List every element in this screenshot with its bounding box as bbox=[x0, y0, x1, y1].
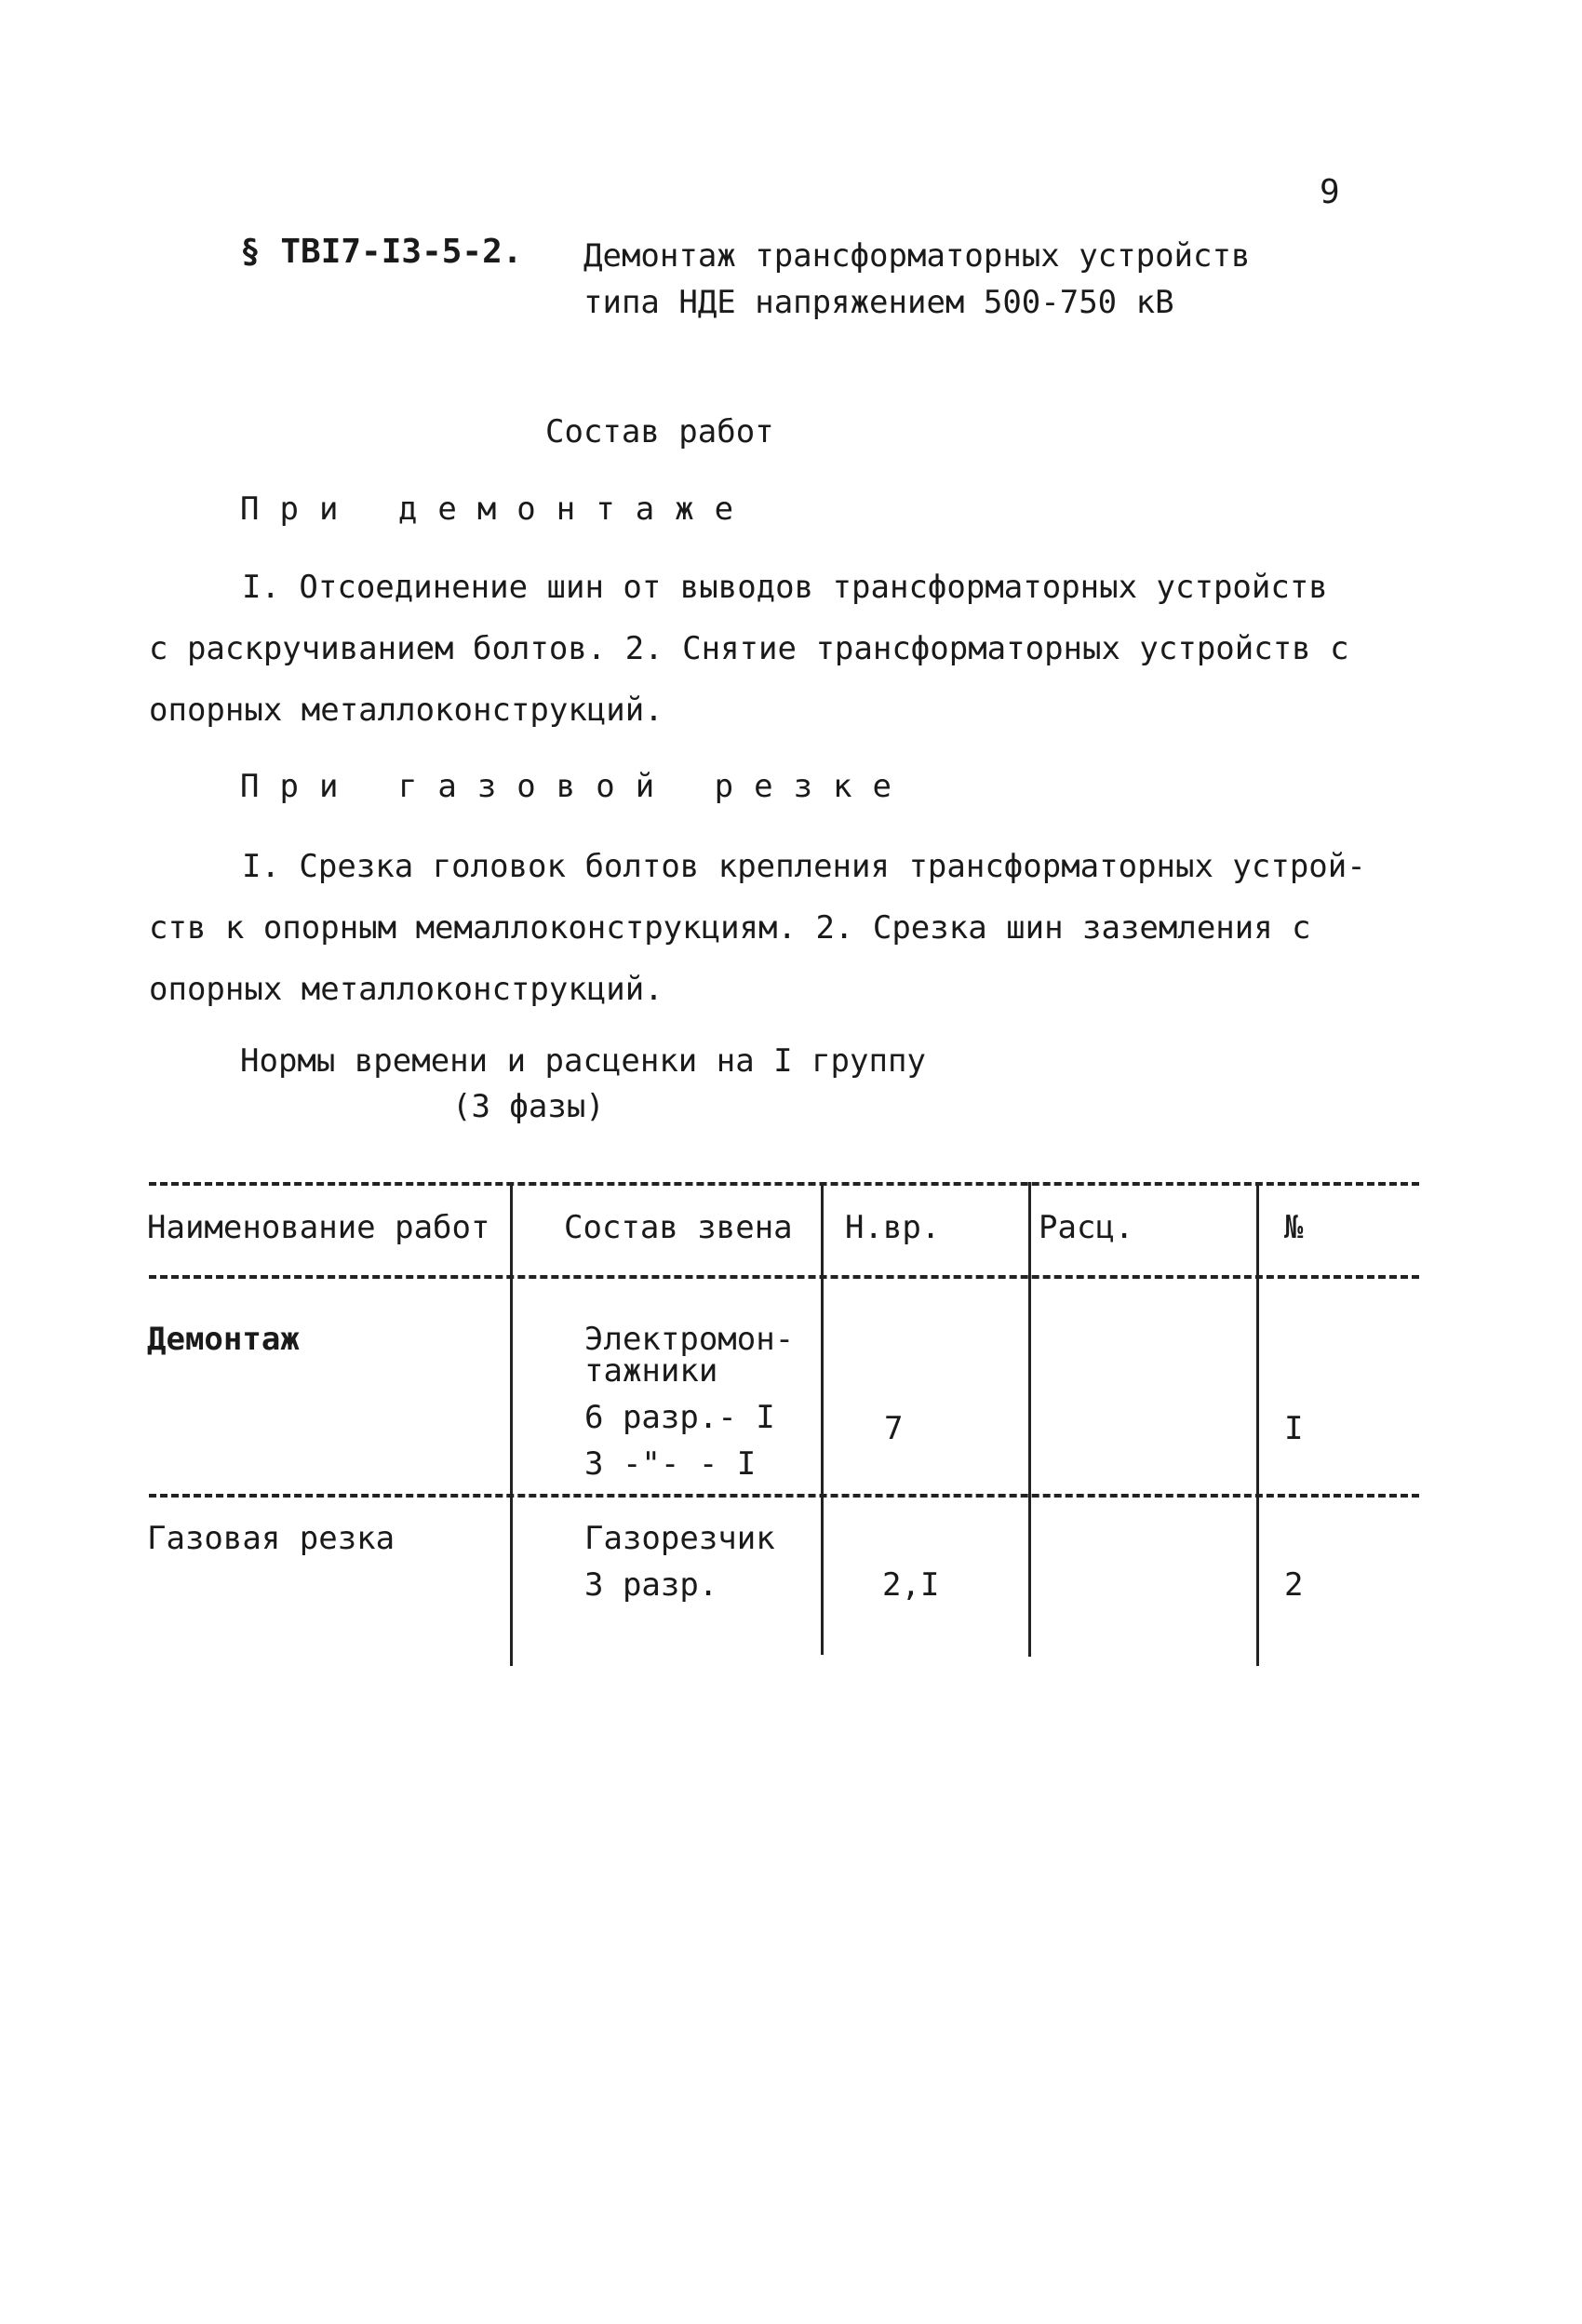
section-title-line: Демонтаж трансформаторных устройств bbox=[583, 237, 1251, 275]
header-crew: Состав звена bbox=[564, 1209, 793, 1246]
row-norm-time: 2,I bbox=[882, 1566, 940, 1604]
row-crew-line: 6 разр.- I bbox=[584, 1399, 775, 1436]
row-crew-line: тажники bbox=[584, 1352, 718, 1390]
table-rule-top bbox=[149, 1182, 1419, 1186]
row-crew-line: Электромон- bbox=[584, 1321, 795, 1358]
work-composition-heading: Состав работ bbox=[545, 413, 774, 450]
column-divider bbox=[510, 1182, 513, 1666]
row-work-name: Газовая резка bbox=[147, 1520, 396, 1557]
row-crew-line: Газорезчик bbox=[584, 1520, 775, 1557]
paragraph-line: опорных металлоконструкций. bbox=[149, 692, 664, 729]
header-work-name: Наименование работ bbox=[147, 1209, 490, 1246]
paragraph-line: I. Отсоединение шин от выводов трансформаторных устройств bbox=[242, 569, 1328, 606]
section-code: § ТВI7-I3-5-2. bbox=[240, 233, 523, 271]
row-work-name: Демонтаж bbox=[147, 1321, 300, 1358]
norms-title: Нормы времени и расценки на I группу bbox=[240, 1042, 926, 1080]
header-number: № bbox=[1284, 1209, 1304, 1246]
column-divider bbox=[1028, 1182, 1031, 1657]
section-title bbox=[583, 233, 1250, 326]
norms-subtitle: (3 фазы) bbox=[452, 1088, 605, 1125]
column-divider bbox=[821, 1182, 824, 1655]
dismantling-text bbox=[149, 557, 1359, 741]
paragraph-line: опорных металлоконструкций. bbox=[149, 971, 664, 1008]
gas-cutting-heading: При газовой резке bbox=[240, 768, 912, 805]
row-crew-line: 3 разр. bbox=[584, 1566, 718, 1604]
gas-cutting-text bbox=[149, 836, 1366, 1020]
paragraph-line: I. Срезка головок болтов крепления трансформаторных устрой- bbox=[242, 848, 1366, 885]
row-norm-time: 7 bbox=[884, 1410, 904, 1447]
paragraph-line: с раскручиванием болтов. 2. Снятие трансформаторных устройств с bbox=[149, 630, 1349, 667]
column-divider bbox=[1256, 1182, 1259, 1666]
page-number: 9 bbox=[1320, 173, 1340, 211]
header-price: Расц. bbox=[1039, 1209, 1134, 1246]
paragraph-line: ств к опорным мемаллоконструкциям. 2. Срезка шин заземления с bbox=[149, 909, 1311, 947]
table-rule-row bbox=[149, 1494, 1419, 1498]
header-norm-time: Н.вр. bbox=[845, 1209, 941, 1246]
section-title-line: типа НДЕ напряжением 500-750 кВ bbox=[583, 284, 1174, 321]
dismantling-heading: При демонтаже bbox=[240, 490, 755, 528]
row-number: I bbox=[1284, 1410, 1304, 1447]
row-crew-line: 3 -"- - I bbox=[584, 1445, 757, 1483]
table-rule-header bbox=[149, 1275, 1419, 1279]
row-number: 2 bbox=[1284, 1566, 1304, 1604]
